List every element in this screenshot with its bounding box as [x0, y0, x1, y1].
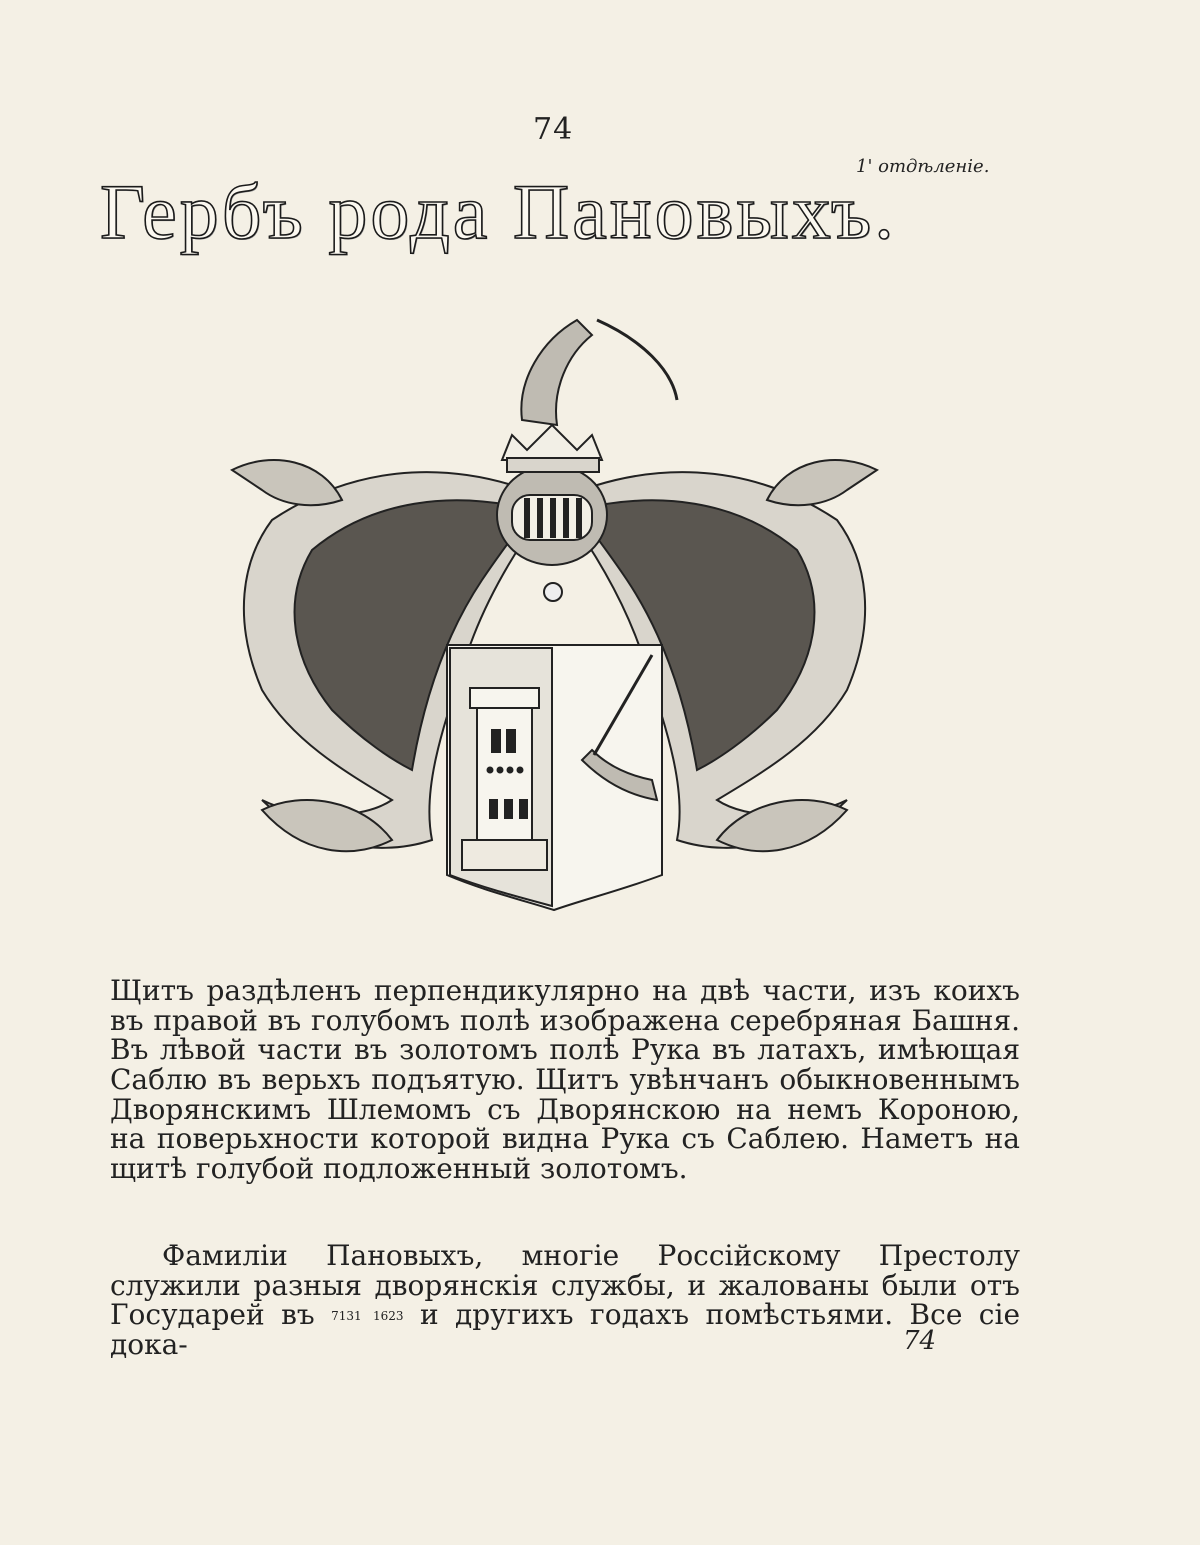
paragraph-history: [110, 1241, 1020, 1360]
crown: [502, 425, 602, 460]
page-number-top: 74: [533, 112, 574, 147]
leaf-right-top: [767, 460, 877, 505]
helmet-medal: [544, 583, 562, 601]
leaf-left-top: [232, 460, 342, 505]
page-title: Гербъ рода Пановыхъ.: [100, 168, 897, 255]
year-fraction: 7131 1623: [331, 1309, 404, 1324]
page-number-bottom: 74: [903, 1326, 937, 1356]
section-label: 1' отдѣленіе.: [856, 156, 990, 177]
coat-of-arms-svg: [222, 300, 887, 920]
leaf-right-bottom: [717, 800, 847, 851]
coat-of-arms-illustration: [222, 300, 887, 920]
paragraph-history-part1: Фамиліи Пановыхъ, многіе Россійскому Престолу служили разныя дворянскія службы, и жалованы были отъ Государей въ: [110, 1239, 1020, 1332]
leaf-left-bottom: [262, 800, 392, 851]
tower: [477, 700, 532, 845]
crest-sabre: [597, 320, 677, 400]
crest-arm: [521, 320, 592, 425]
paragraph-history-part2: и другихъ годахъ помѣстьями. Все сіе дока-: [110, 1298, 1021, 1362]
paragraph-description: Щитъ раздѣленъ перпендикулярно на двѣ части, изъ коихъ въ правой въ голубомъ полѣ изображена серебряная Башня. Въ лѣвой части въ золотомъ полѣ Рука въ латахъ, имѣющая Саблю въ верьхъ подъятую. Щитъ увѣнчанъ обыкновеннымъ Дворянскимъ Шлемомъ съ Дворянскою на немъ Короною, на поверьхности которой видна Рука съ Саблею. Наметъ на щитѣ голубой подложенный золотомъ.: [110, 974, 1020, 1186]
